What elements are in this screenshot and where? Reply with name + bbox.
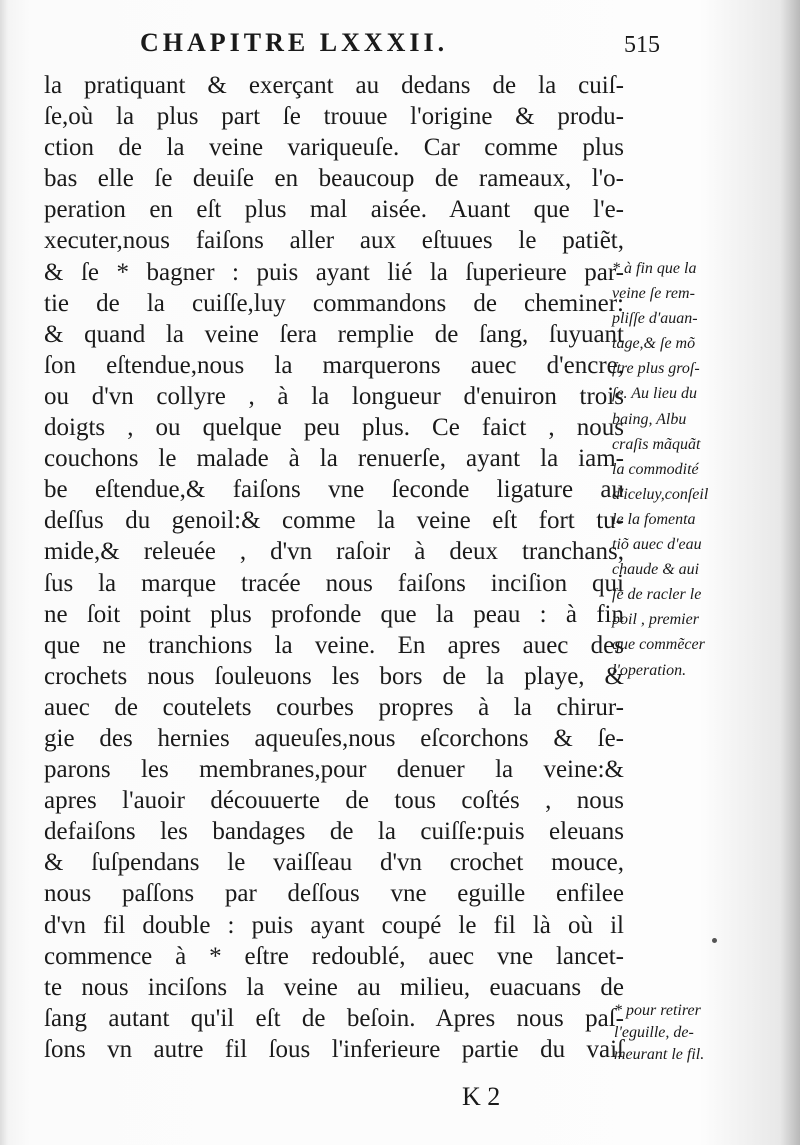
- text-line: la pratiquant & exerçant au dedans de la cuiſ-: [44, 72, 624, 99]
- text-line: ou d'vn collyre , à la longueur d'enuiron trois: [44, 382, 624, 410]
- text-line: ction de la veine variqueuſe. Car comme plus: [44, 134, 624, 162]
- marginal-note-needle: [614, 1000, 779, 1066]
- note-line: craſis mãquãt: [612, 435, 701, 453]
- note-line: d'iceluy,conſeil: [612, 485, 709, 503]
- note-line: l'operation.: [612, 661, 687, 679]
- text-line: ſe,où la plus part ſe trouue l'origine & produ-: [44, 103, 624, 131]
- note-line: ſtre plus groſ-: [612, 360, 700, 378]
- chapter-title: CHAPITRE LXXXII.: [140, 28, 449, 57]
- note-line: ſe de racler le: [612, 586, 702, 604]
- note-line: tage,& ſe mõ: [612, 335, 696, 353]
- note-line: baing, Albu: [612, 410, 687, 428]
- text-line: apres l'auoir découuerte de tous coſtés , nous: [44, 787, 624, 815]
- text-line: te nous inciſons la veine au milieu, euacuans de: [44, 973, 624, 1001]
- text-line: auec de coutelets courbes propres à la chirur-: [44, 693, 624, 721]
- note-line: que commẽcer: [612, 636, 705, 654]
- text-line: couchons le malade à la renuerſe, ayant la iam-: [44, 445, 624, 473]
- text-line: parons les membranes,pour denuer la veine:&: [44, 756, 624, 784]
- note-line: le la fomenta: [612, 510, 696, 528]
- note-line: pliſſe d'auan-: [612, 310, 698, 328]
- note-line: chaude & aui: [612, 561, 700, 579]
- marginal-note-bath: [612, 256, 777, 683]
- note-line: * à fin que la: [612, 260, 697, 277]
- text-line: gie des hernies aqueuſes,nous eſcorchons & ſe-: [44, 724, 624, 752]
- text-line: bas elle ſe deuiſe en beaucoup de rameaux, l'o-: [44, 165, 624, 193]
- note-line: poil , premier: [612, 611, 699, 629]
- text-line: & ſuſpendans le vaiſſeau d'vn crochet mouce,: [44, 849, 624, 877]
- note-line: la commodité: [612, 460, 699, 478]
- text-line: ſus la marque tracée nous faiſons inciſion qui: [44, 569, 624, 597]
- note-line: veine ſe rem-: [612, 285, 695, 303]
- text-line: deſſus du genoil:& comme la veine eſt fort tu-: [44, 507, 624, 535]
- text-line: xecuter,nous faiſons aller aux eſtuues le patiẽt,: [44, 227, 624, 255]
- page-number: 515: [624, 32, 660, 58]
- text-line: ne ſoit point plus profonde que la peau : à fin: [44, 600, 624, 628]
- text-line: d'vn fil double : puis ayant coupé le fil là où il: [44, 911, 624, 939]
- text-line: defaiſons les bandages de la cuiſſe:puis eleuans: [44, 818, 624, 846]
- signature-mark: K 2: [462, 1082, 501, 1111]
- main-text-block: [44, 70, 624, 1065]
- text-line: & ſe * bagner : puis ayant lié la ſuperieure par-: [44, 258, 624, 286]
- text-line: que ne tranchions la veine. En apres auec des: [44, 631, 624, 659]
- note-line: ſe. Au lieu du: [612, 385, 698, 403]
- text-line: ſon eſtendue,nous la marquerons auec d'encre,: [44, 351, 624, 379]
- text-line: peration en eſt plus mal aisée. Auant que l'e-: [44, 196, 624, 224]
- text-line: be eſtendue,& faiſons vne ſeconde ligature au: [44, 476, 624, 504]
- note-line: meurant le fil.: [614, 1046, 705, 1063]
- note-line: tiõ auec d'eau: [612, 536, 702, 554]
- running-header: [140, 28, 660, 64]
- note-line: l'eguille, de-: [614, 1024, 694, 1041]
- text-line: commence à * eſtre redoublé, auec vne lancet-: [44, 942, 624, 970]
- text-line: nous paſſons par deſſous vne eguille enfilee: [44, 880, 624, 908]
- text-line: mide,& releuée , d'vn raſoir à deux tranchans,: [44, 538, 624, 566]
- text-line: ſons vn autre fil ſous l'inferieure partie du vaiſ: [44, 1035, 624, 1063]
- ink-speck: [712, 938, 717, 943]
- text-line: crochets nous ſouleuons les bors de la playe, &: [44, 662, 624, 690]
- text-line: doigts , ou quelque peu plus. Ce faict , nous: [44, 414, 624, 442]
- text-line: ſang autant qu'il eſt de beſoin. Apres nous paſ-: [44, 1004, 624, 1032]
- text-line: & quand la veine ſera remplie de ſang, ſuyuant: [44, 320, 624, 348]
- text-line: tie de la cuiſſe,luy commandons de cheminer:: [44, 289, 624, 317]
- note-line: * pour retirer: [614, 1002, 701, 1019]
